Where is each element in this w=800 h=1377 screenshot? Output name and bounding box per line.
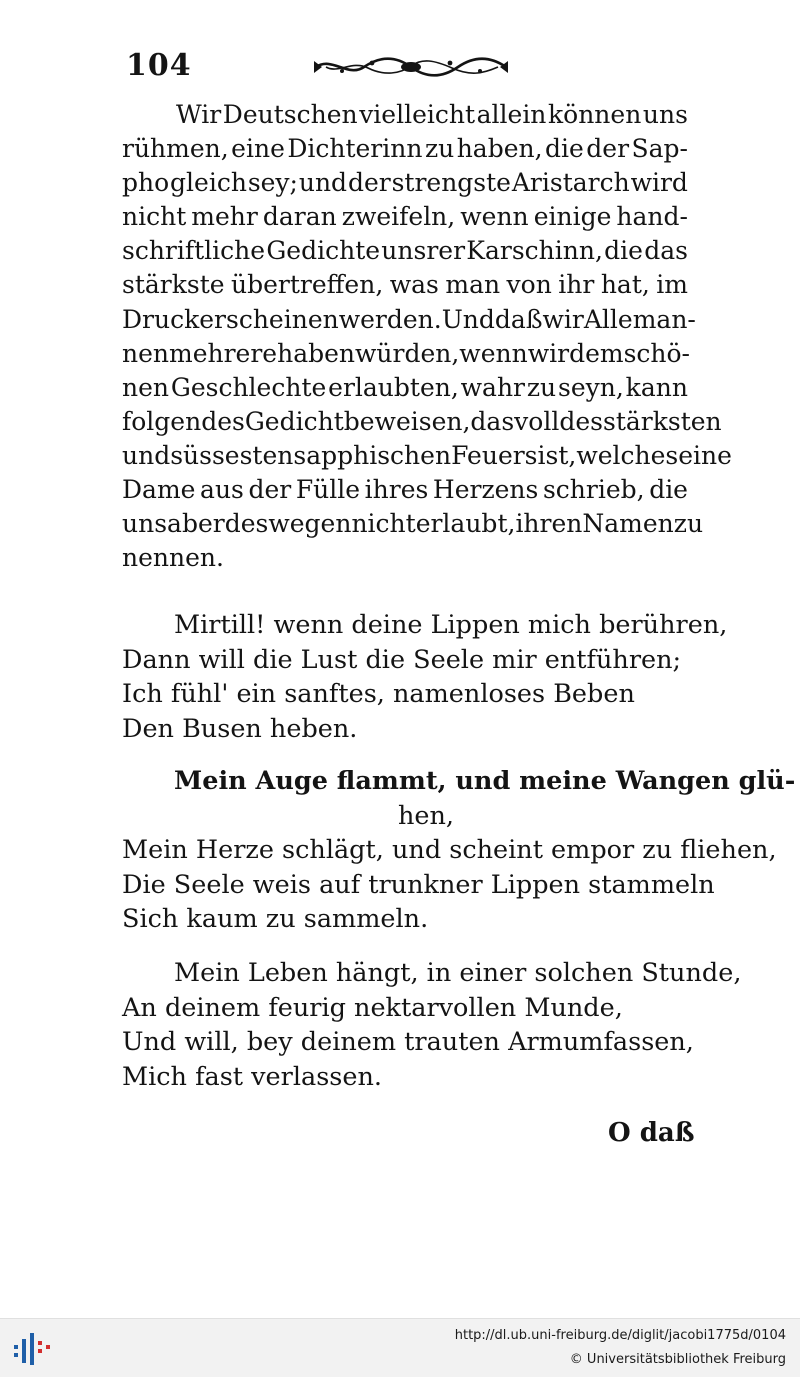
word: Dichterinn: [287, 134, 423, 164]
word: beweisen,: [343, 406, 471, 436]
word: schrieb,: [542, 475, 645, 505]
poem-stanza-2: [122, 764, 796, 937]
word: voll: [514, 406, 560, 436]
word: Druck: [122, 304, 200, 334]
word: Und: [441, 304, 495, 334]
word: stärkste: [122, 270, 225, 300]
word: mehrere: [169, 338, 278, 368]
word: wenn: [459, 338, 528, 368]
text-line: [122, 166, 688, 200]
word: die: [649, 475, 688, 505]
word: des: [559, 406, 603, 436]
word: Wir: [176, 100, 222, 129]
word: daß: [494, 304, 543, 334]
word: erscheinen: [199, 304, 339, 334]
verse-line: Die Seele weis auf trunkner Lippen stammeln: [122, 869, 715, 900]
word: Geschlechte: [170, 372, 327, 402]
viewer-footer: [0, 1318, 800, 1377]
word: der: [248, 475, 292, 505]
word: ihres: [364, 475, 429, 505]
word: hat,: [600, 270, 650, 300]
text-line: [122, 234, 688, 268]
word: rühmen,: [122, 134, 229, 164]
verse-line: Mein Auge flammt, und meine Wangen glü-: [174, 766, 796, 796]
word: stärksten: [602, 406, 722, 436]
word: was: [389, 270, 439, 300]
catchword: O daß: [608, 1118, 695, 1148]
word: haben,: [456, 134, 543, 164]
word: nennen.: [122, 543, 224, 573]
word: werden.: [338, 304, 442, 334]
word: und: [122, 440, 171, 470]
word: wir: [542, 304, 584, 334]
text-line: [122, 473, 688, 507]
word: nen: [122, 372, 169, 402]
ub-freiburg-logo-icon: [12, 1331, 52, 1367]
word: die: [545, 134, 584, 164]
prose-paragraph: [122, 98, 732, 575]
text-line: [122, 405, 722, 439]
word: unsrer: [381, 236, 466, 266]
text-line: [122, 337, 691, 371]
verse-line: An deinem feurig nektarvollen Munde,: [122, 992, 623, 1023]
text-line: [122, 98, 688, 132]
word: zu: [673, 509, 704, 539]
verse-line: Ich fühl' ein sanftes, namenloses Beben: [122, 679, 635, 710]
word: uns: [122, 509, 168, 539]
word: können: [548, 100, 642, 129]
text-line: [122, 303, 696, 337]
verse-line: Dann will die Lust die Seele mir entführen;: [122, 644, 682, 675]
word: Aristarch: [511, 168, 630, 198]
word: der: [586, 134, 630, 164]
word: das: [470, 406, 515, 436]
word: nen: [122, 338, 169, 368]
word: daran: [262, 202, 337, 232]
word: dem: [569, 338, 624, 368]
word: das: [644, 236, 688, 266]
word: Herzens: [432, 475, 539, 505]
word: einige: [533, 202, 612, 232]
text-line: [122, 268, 688, 302]
word: hand-: [616, 202, 688, 232]
word: Gedicht: [244, 406, 344, 436]
word: folgendes: [122, 406, 245, 436]
word: wird: [630, 168, 688, 198]
word: nicht: [122, 202, 187, 232]
word: würden,: [355, 338, 460, 368]
word: Dame: [122, 475, 196, 505]
verse-line: Sich kaum zu sammeln.: [122, 904, 429, 935]
source-url[interactable]: http://dl.ub.uni-freiburg.de/diglit/jacobi1775d/0104: [454, 1328, 786, 1343]
verse-line: Mich fast verlassen.: [122, 1061, 382, 1092]
word: ihr: [558, 270, 595, 300]
word: die: [604, 236, 643, 266]
word: gleich: [170, 168, 247, 198]
word: kann: [625, 372, 688, 402]
verse-line: Den Busen heben.: [122, 713, 358, 744]
verse-line: Mein Leben hängt, in einer solchen Stunde,: [174, 958, 742, 988]
word: im: [656, 270, 688, 300]
word: seyn,: [558, 372, 624, 402]
word: allein: [476, 100, 547, 129]
word: wahr: [460, 372, 526, 402]
word: der: [347, 168, 391, 198]
text-line: [122, 371, 688, 405]
copyright-notice: © Universitätsbibliothek Freiburg: [569, 1352, 786, 1367]
word: süssesten: [170, 440, 294, 470]
word: übertreffen,: [231, 270, 384, 300]
text-line: [122, 507, 704, 541]
word: vielleicht: [359, 100, 476, 129]
word: ihren: [515, 509, 583, 539]
word: zu: [526, 372, 557, 402]
word: haben: [277, 338, 355, 368]
word: aus: [200, 475, 244, 505]
text-line: [122, 132, 688, 166]
word: mehr: [191, 202, 258, 232]
poem-stanza-1: [122, 608, 728, 746]
word: eine: [678, 440, 732, 470]
word: wenn: [460, 202, 529, 232]
word: strengste: [391, 168, 511, 198]
word: und: [298, 168, 348, 198]
word: zu: [424, 134, 455, 164]
word: Gedichte: [266, 236, 381, 266]
word: von: [506, 270, 552, 300]
verse-line: Mein Herze schlägt, und scheint empor zu fliehen,: [122, 835, 777, 866]
verse-line-continuation: hen,: [398, 800, 455, 831]
word: deswegen: [224, 509, 352, 539]
word: Alleman-: [583, 304, 696, 334]
word: wir: [527, 338, 570, 368]
word: schö-: [623, 338, 691, 368]
word: Karschinn,: [466, 236, 603, 266]
word: nicht: [351, 509, 416, 539]
word: Sap-: [631, 134, 688, 164]
printer-ornament-icon: [312, 52, 510, 82]
verse-line: Und will, bey deinem trauten Armumfassen,: [122, 1027, 694, 1058]
word: Deutschen: [222, 100, 358, 129]
word: sapphischen: [293, 440, 452, 470]
word: eine: [231, 134, 285, 164]
word: aber: [167, 509, 225, 539]
word: pho: [122, 168, 170, 198]
word: ist,: [537, 440, 577, 470]
word: zweifeln,: [341, 202, 456, 232]
text-line: [122, 200, 688, 234]
word: man: [445, 270, 501, 300]
word: Namen: [582, 509, 674, 539]
poem-stanza-3: [122, 956, 742, 1094]
word: uns: [642, 100, 688, 129]
word: erlaubten,: [328, 372, 459, 402]
word: Feuers: [451, 440, 538, 470]
text-line: [122, 439, 732, 473]
word: welches: [576, 440, 679, 470]
word: erlaubt,: [415, 509, 516, 539]
word: Fülle: [295, 475, 361, 505]
text-line: [122, 541, 688, 575]
word: sey;: [247, 168, 298, 198]
page-number: 104: [126, 48, 192, 83]
word: schriftliche: [122, 236, 266, 266]
verse-line: Mirtill! wenn deine Lippen mich berühren,: [174, 610, 728, 640]
